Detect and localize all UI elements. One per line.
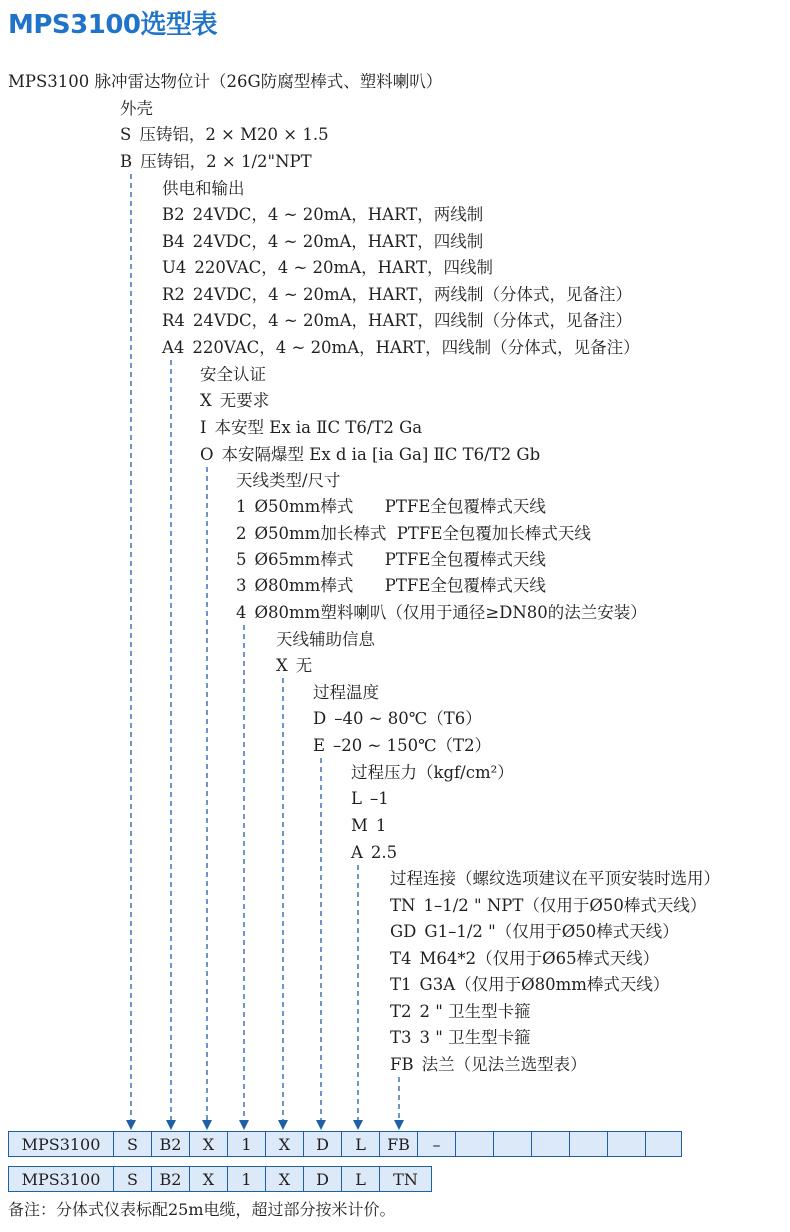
option-code: X [276,656,288,675]
example-code-cell: B2 [152,1167,190,1192]
guide-arrow-head [316,1120,326,1130]
option-code: D [313,709,327,728]
option-code: U4 [162,258,187,277]
example-code-cell: S [114,1167,152,1192]
option-code: X [200,391,212,410]
option-description: Ø50mm棒式 PTFE全包覆棒式天线 [254,497,546,516]
product-subtitle: MPS3100 脉冲雷达物位计（26G防腐型棒式、塑料喇叭） [8,72,443,91]
guide-arrow-head [239,1120,249,1130]
example-code-cell: X [190,1167,228,1192]
option-description: 本安隔爆型 Ex d ia [ia Ga] ⅡC T6/T2 Gb [221,445,541,464]
option-code: A [351,843,363,862]
code-cell [570,1132,608,1157]
option-code: B2 [162,205,185,224]
option-code: S [120,125,132,144]
option-description: 无 [295,656,313,675]
group-header: 天线辅助信息 [276,630,375,649]
option-description: 2 " 卫生型卡箍 [419,1002,531,1021]
option-description: Ø80mm塑料喇叭（仅用于通径≥DN80的法兰安装） [254,603,647,622]
option-code: E [313,736,326,755]
option-code: TN [390,896,416,915]
group-header: 供电和输出 [162,179,245,198]
example-code-cell: TN [380,1167,432,1192]
option-description: 无要求 [219,391,270,410]
code-cell: 1 [228,1132,266,1157]
option-description: 1 [375,816,387,835]
code-cell: FB [380,1132,418,1157]
option-description: 3 " 卫生型卡箍 [419,1028,531,1047]
guide-arrow-head [394,1120,404,1130]
option-code: T2 [390,1002,412,1021]
option-code: 5 [236,550,247,569]
option-description: 压铸铝，2 × 1/2"NPT [140,152,312,171]
option-code: 2 [236,524,247,543]
option-code: B [120,152,133,171]
group-header: 过程连接（螺纹选项建议在平顶安装时选用） [390,869,720,888]
option-description: –1 [369,789,389,808]
option-description: G1–1/2 "（仅用于Ø50棒式天线） [424,922,679,941]
code-cell: S [114,1132,152,1157]
model-code-table-example [8,1166,432,1192]
option-code: 4 [236,603,247,622]
option-description: 法兰（见法兰选型表） [421,1055,587,1074]
option-code: B4 [162,232,185,251]
example-code-cell: L [342,1167,380,1192]
option-code: T3 [390,1028,412,1047]
example-code-cell: 1 [228,1167,266,1192]
footnote: 备注：分体式仪表标配25m电缆，超过部分按米计价。 [8,1200,396,1219]
option-code: 3 [236,576,247,595]
option-code: I [200,418,207,437]
option-description: 本安型 Ex ia ⅡC T6/T2 Ga [214,418,423,437]
code-cell: B2 [152,1132,190,1157]
code-cell [494,1132,532,1157]
option-code: T1 [390,975,412,994]
example-code-cell: D [304,1167,342,1192]
guide-arrow-head [353,1120,363,1130]
example-code-cell: MPS3100 [9,1167,114,1192]
code-cell [456,1132,494,1157]
option-description: 220VAC，4 ~ 20mA，HART，四线制（分体式，见备注） [192,338,640,357]
option-description: 1–1/2 " NPT（仅用于Ø50棒式天线） [423,896,707,915]
option-code: R4 [162,311,185,330]
option-description: 2.5 [370,843,398,862]
guide-arrow-head [126,1120,136,1130]
code-cell: – [418,1132,456,1157]
group-header: 天线类型/尺寸 [236,471,341,490]
option-code: O [200,445,214,464]
option-code: 1 [236,497,247,516]
group-header: 安全认证 [200,365,266,384]
group-header: 过程压力（kgf/cm²） [351,763,514,782]
code-cell: MPS3100 [9,1132,114,1157]
code-cell: L [342,1132,380,1157]
option-description: Ø65mm棒式 PTFE全包覆棒式天线 [254,550,546,569]
option-description: Ø80mm棒式 PTFE全包覆棒式天线 [254,576,546,595]
page-title: MPS3100选型表 [8,10,218,40]
model-code-table-template [8,1131,682,1157]
code-cell [532,1132,570,1157]
option-description: –20 ~ 150℃（T2） [333,736,492,755]
guide-arrow-head [278,1120,288,1130]
option-description: 220VAC，4 ~ 20mA，HART，四线制 [194,258,494,277]
option-description: 24VDC，4 ~ 20mA，HART，四线制（分体式，见备注） [192,311,633,330]
guide-arrow-head [166,1120,176,1130]
option-description: –40 ~ 80℃（T6） [334,709,482,728]
option-code: R2 [162,285,185,304]
option-code: L [351,789,362,808]
option-description: 压铸铝，2 × M20 × 1.5 [139,125,329,144]
code-cell [646,1132,682,1157]
option-code: GD [390,922,417,941]
option-description: M64*2（仅用于Ø65棒式天线） [419,949,660,968]
option-description: Ø50mm加长棒式 PTFE全包覆加长棒式天线 [254,524,591,543]
code-cell [608,1132,646,1157]
option-description: 24VDC，4 ~ 20mA，HART，两线制（分体式，见备注） [192,285,633,304]
option-code: FB [390,1055,414,1074]
option-description: 24VDC，4 ~ 20mA，HART，两线制 [192,205,484,224]
code-cell: D [304,1132,342,1157]
option-code: A4 [162,338,185,357]
option-description: G3A（仅用于Ø80mm棒式天线） [419,975,670,994]
option-code: T4 [390,949,412,968]
code-cell: X [266,1132,304,1157]
example-code-cell: X [266,1167,304,1192]
option-code: M [351,816,368,835]
option-description: 24VDC，4 ~ 20mA，HART，四线制 [192,232,484,251]
group-header: 过程温度 [313,683,379,702]
code-cell: X [190,1132,228,1157]
group-header: 外壳 [120,99,153,118]
guide-arrow-head [202,1120,212,1130]
